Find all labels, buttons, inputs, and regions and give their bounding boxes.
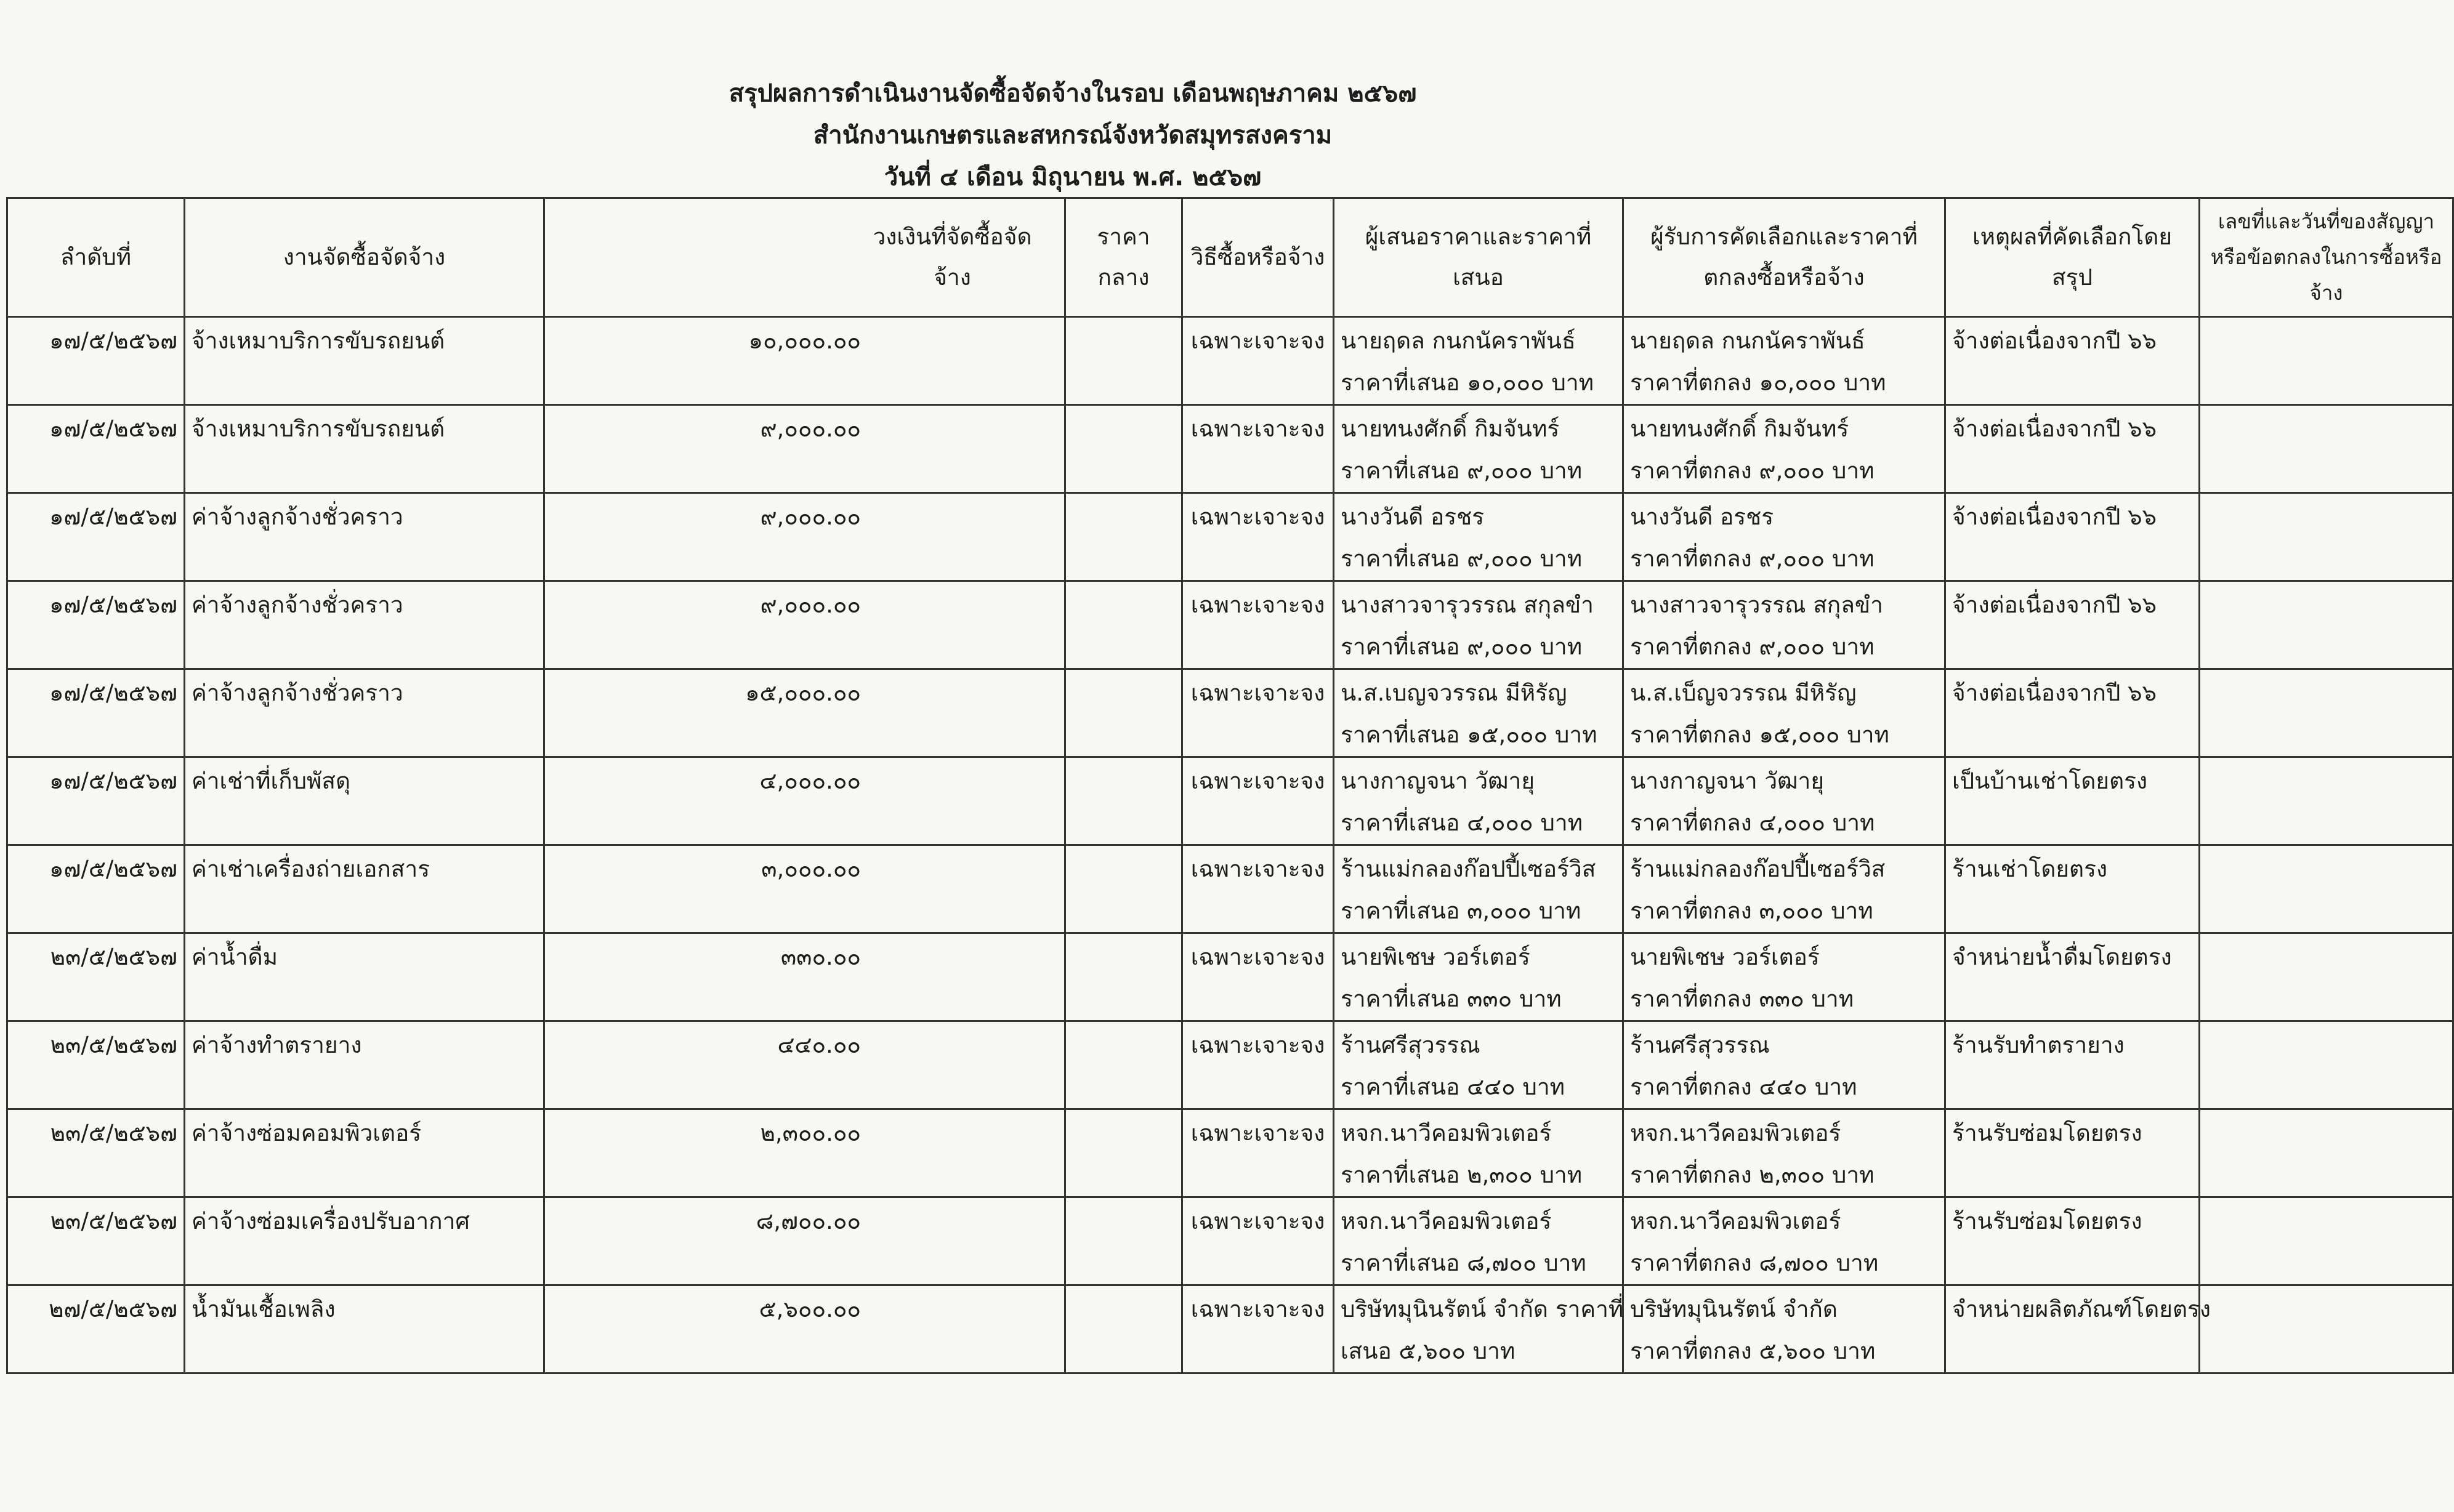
cell-method <box>1182 405 1334 493</box>
cell-median <box>1065 845 1182 933</box>
cell-contract <box>2200 1109 2453 1197</box>
row-winner-price: ราคาที่ตกลง ๕,๖๐๐ บาท <box>1630 1338 1876 1364</box>
row-bidder-name: หจก.นาวีคอมพิวเตอร์ <box>1341 1120 1552 1146</box>
cell-budget <box>544 669 1065 757</box>
row-method: เฉพาะเจาะจง <box>1190 768 1325 794</box>
cell-work <box>185 1197 544 1285</box>
cell-median <box>1065 1285 1182 1373</box>
table-row <box>7 1197 2453 1285</box>
cell-winner <box>1623 1285 1945 1373</box>
row-reason: จ้างต่อเนื่องจากปี ๖๖ <box>1952 680 2157 706</box>
cell-reason <box>1945 669 2200 757</box>
cell-contract <box>2200 493 2453 581</box>
row-winner-price: ราคาที่ตกลง ๙,๐๐๐ บาท <box>1630 457 1875 484</box>
cell-median <box>1065 1197 1182 1285</box>
cell-winner <box>1623 845 1945 933</box>
cell-date <box>7 845 185 933</box>
cell-work <box>185 845 544 933</box>
row-work: จ้างเหมาบริการขับรถยนต์ <box>192 328 445 354</box>
row-date: ๒๓/๕/๒๕๖๗ <box>50 1120 177 1146</box>
row-reason: ร้านรับซ่อมโดยตรง <box>1952 1208 2142 1234</box>
cell-work <box>185 1285 544 1373</box>
row-winner-name: หจก.นาวีคอมพิวเตอร์ <box>1630 1120 1841 1146</box>
row-budget: ๙,๐๐๐.๐๐ <box>760 592 861 618</box>
cell-contract <box>2200 757 2453 845</box>
cell-bidder <box>1334 669 1623 757</box>
row-bidder-price: ราคาที่เสนอ ๓,๐๐๐ บาท <box>1341 898 1581 924</box>
row-method: เฉพาะเจาะจง <box>1190 1296 1325 1322</box>
row-bidder-price: ราคาที่เสนอ ๓๓๐ บาท <box>1341 986 1562 1012</box>
cell-median <box>1065 757 1182 845</box>
row-date: ๑๗/๕/๒๕๖๗ <box>49 856 177 882</box>
cell-date <box>7 1021 185 1109</box>
cell-method <box>1182 669 1334 757</box>
row-method: เฉพาะเจาะจง <box>1190 1120 1325 1146</box>
cell-date <box>7 669 185 757</box>
table-row <box>7 1285 2453 1373</box>
row-bidder-price: ราคาที่เสนอ ๑๕,๐๐๐ บาท <box>1341 722 1597 748</box>
cell-method <box>1182 1109 1334 1197</box>
col-reason: เหตุผลที่คัดเลือกโดยสรุป <box>1945 198 2200 317</box>
cell-winner <box>1623 493 1945 581</box>
table-row <box>7 581 2453 669</box>
row-reason: เป็นบ้านเช่าโดยตรง <box>1952 768 2148 794</box>
row-bidder-price: ราคาที่เสนอ ๙,๐๐๐ บาท <box>1341 545 1583 572</box>
row-work: ค่าเช่าที่เก็บพัสดุ <box>192 768 350 794</box>
table-row <box>7 405 2453 493</box>
table-header <box>7 198 2453 317</box>
row-bidder-name: ร้านแม่กลองก๊อปปี้เซอร์วิส <box>1341 856 1596 882</box>
row-winner-price: ราคาที่ตกลง ๔๔๐ บาท <box>1630 1074 1857 1100</box>
row-reason: จ้างต่อเนื่องจากปี ๖๖ <box>1952 504 2157 530</box>
cell-bidder <box>1334 1021 1623 1109</box>
cell-budget <box>544 317 1065 405</box>
row-budget: ๒,๓๐๐.๐๐ <box>760 1120 861 1146</box>
row-work: ค่าจ้างลูกจ้างชั่วคราว <box>192 504 403 530</box>
row-winner-price: ราคาที่ตกลง ๔,๐๐๐ บาท <box>1630 810 1875 836</box>
row-reason: ร้านรับทำตรายาง <box>1952 1032 2125 1058</box>
cell-bidder <box>1334 1197 1623 1285</box>
row-bidder-name: นายทนงศักดิ์ กิมจันทร์ <box>1341 416 1560 442</box>
row-method: เฉพาะเจาะจง <box>1190 680 1325 706</box>
row-budget: ๔๔๐.๐๐ <box>777 1032 861 1058</box>
row-budget: ๙,๐๐๐.๐๐ <box>760 504 861 530</box>
cell-method <box>1182 1197 1334 1285</box>
row-budget: ๑๐,๐๐๐.๐๐ <box>748 328 861 354</box>
row-winner-name: หจก.นาวีคอมพิวเตอร์ <box>1630 1208 1841 1234</box>
row-winner-name: นายทนงศักดิ์ กิมจันทร์ <box>1630 416 1849 442</box>
cell-contract <box>2200 1197 2453 1285</box>
cell-bidder <box>1334 845 1623 933</box>
row-method: เฉพาะเจาะจง <box>1190 1032 1325 1058</box>
report-date: วันที่ ๔ เดือน มิถุนายน พ.ศ. ๒๕๖๗ <box>884 163 1262 191</box>
cell-work <box>185 317 544 405</box>
row-work: ค่าจ้างซ่อมเครื่องปรับอากาศ <box>192 1208 470 1234</box>
cell-winner <box>1623 317 1945 405</box>
cell-bidder <box>1334 1285 1623 1373</box>
cell-date <box>7 317 185 405</box>
cell-work <box>185 581 544 669</box>
office-name: สำนักงานเกษตรและสหกรณ์จังหวัดสมุทรสงคราม <box>813 121 1333 150</box>
cell-winner <box>1623 1109 1945 1197</box>
cell-reason <box>1945 1285 2211 1373</box>
row-bidder-name: บริษัทมุนินรัตน์ จำกัด ราคาที่ <box>1341 1296 1624 1322</box>
cell-method <box>1182 317 1334 405</box>
row-budget: ๑๕,๐๐๐.๐๐ <box>745 680 861 706</box>
row-bidder-price: ราคาที่เสนอ ๒,๓๐๐ บาท <box>1341 1162 1583 1188</box>
cell-date <box>7 1197 185 1285</box>
row-work: ค่าจ้างทำตรายาง <box>192 1032 362 1058</box>
cell-median <box>1065 669 1182 757</box>
cell-method <box>1182 581 1334 669</box>
cell-bidder <box>1334 933 1623 1021</box>
cell-contract <box>2200 581 2453 669</box>
cell-work <box>185 405 544 493</box>
cell-work <box>185 933 544 1021</box>
row-method: เฉพาะเจาะจง <box>1190 856 1325 882</box>
table-row <box>7 493 2453 581</box>
table-body <box>7 317 2453 1373</box>
cell-bidder <box>1334 757 1623 845</box>
cell-contract <box>2200 317 2453 405</box>
cell-reason <box>1945 1109 2200 1197</box>
cell-reason <box>1945 1197 2200 1285</box>
cell-date <box>7 933 185 1021</box>
document-header <box>0 73 2145 198</box>
row-bidder-name: นางสาวจารุวรรณ สกุลขำ <box>1341 592 1594 618</box>
row-winner-price: ราคาที่ตกลง ๓,๐๐๐ บาท <box>1630 898 1873 924</box>
row-work: ค่าจ้างลูกจ้างชั่วคราว <box>192 680 403 706</box>
cell-date <box>7 757 185 845</box>
row-bidder-price: ราคาที่เสนอ ๙,๐๐๐ บาท <box>1341 633 1583 660</box>
row-method: เฉพาะเจาะจง <box>1190 328 1325 354</box>
row-work: ค่าเช่าเครื่องถ่ายเอกสาร <box>192 856 430 882</box>
cell-method <box>1182 933 1334 1021</box>
row-winner-name: บริษัทมุนินรัตน์ จำกัด <box>1630 1296 1838 1322</box>
row-work: ค่าจ้างซ่อมคอมพิวเตอร์ <box>192 1120 422 1146</box>
cell-work <box>185 1109 544 1197</box>
row-bidder-name: หจก.นาวีคอมพิวเตอร์ <box>1341 1208 1552 1234</box>
table-row <box>7 1021 2453 1109</box>
row-winner-name: นางสาวจารุวรรณ สกุลขำ <box>1630 592 1883 618</box>
cell-budget <box>544 405 1065 493</box>
row-reason: จ้างต่อเนื่องจากปี ๖๖ <box>1952 416 2157 442</box>
cell-contract <box>2200 1285 2453 1373</box>
cell-median <box>1065 317 1182 405</box>
row-winner-price: ราคาที่ตกลง ๘,๗๐๐ บาท <box>1630 1250 1879 1276</box>
cell-winner <box>1623 581 1945 669</box>
row-winner-name: นายพิเชษ วอร์เตอร์ <box>1630 944 1820 970</box>
cell-bidder <box>1334 493 1623 581</box>
col-median: ราคากลาง <box>1065 198 1182 317</box>
table-row <box>7 317 2453 405</box>
cell-date <box>7 581 185 669</box>
cell-median <box>1065 405 1182 493</box>
row-bidder-name: ร้านศรีสุวรรณ <box>1341 1032 1480 1058</box>
cell-reason <box>1945 757 2200 845</box>
row-bidder-price: ราคาที่เสนอ ๑๐,๐๐๐ บาท <box>1341 369 1594 396</box>
row-reason: จำหน่ายน้ำดื่มโดยตรง <box>1952 944 2172 970</box>
cell-reason <box>1945 581 2200 669</box>
cell-median <box>1065 933 1182 1021</box>
row-date: ๑๗/๕/๒๕๖๗ <box>49 680 177 706</box>
col-contract: เลขที่และวันที่ของสัญญาหรือข้อตกลงในการซื้อหรือจ้าง <box>2200 198 2453 317</box>
cell-budget <box>544 493 1065 581</box>
cell-budget <box>544 933 1065 1021</box>
row-work: จ้างเหมาบริการขับรถยนต์ <box>192 416 445 442</box>
row-budget: ๙,๐๐๐.๐๐ <box>760 416 861 442</box>
cell-reason <box>1945 933 2200 1021</box>
row-date: ๑๗/๕/๒๕๖๗ <box>49 768 177 794</box>
cell-budget <box>544 1109 1065 1197</box>
cell-bidder <box>1334 317 1623 405</box>
row-bidder-price: ราคาที่เสนอ ๙,๐๐๐ บาท <box>1341 457 1583 484</box>
row-reason: จ้างต่อเนื่องจากปี ๖๖ <box>1952 592 2157 618</box>
table-row <box>7 1109 2453 1197</box>
row-budget: ๔,๐๐๐.๐๐ <box>759 768 861 794</box>
cell-winner <box>1623 405 1945 493</box>
row-bidder-name: น.ส.เบญจวรรณ มีหิรัญ <box>1341 680 1567 706</box>
col-method: วิธีซื้อหรือจ้าง <box>1182 198 1334 317</box>
col-winner: ผู้รับการคัดเลือกและราคาที่ตกลงซื้อหรือจ้าง <box>1623 198 1945 317</box>
cell-method <box>1182 845 1334 933</box>
cell-winner <box>1623 1197 1945 1285</box>
cell-bidder <box>1334 405 1623 493</box>
cell-work <box>185 493 544 581</box>
row-winner-price: ราคาที่ตกลง ๓๓๐ บาท <box>1630 986 1854 1012</box>
cell-date <box>7 1285 185 1373</box>
cell-date <box>7 405 185 493</box>
cell-budget <box>544 1197 1065 1285</box>
row-date: ๒๗/๕/๒๕๖๗ <box>49 1296 177 1322</box>
row-date: ๒๓/๕/๒๕๖๗ <box>50 1208 177 1234</box>
row-winner-price: ราคาที่ตกลง ๙,๐๐๐ บาท <box>1630 633 1875 660</box>
cell-reason <box>1945 845 2200 933</box>
row-date: ๒๓/๕/๒๕๖๗ <box>50 944 177 970</box>
cell-contract <box>2200 933 2453 1021</box>
cell-work <box>185 1021 544 1109</box>
row-bidder-price: เสนอ ๕,๖๐๐ บาท <box>1341 1338 1516 1364</box>
row-budget: ๘,๗๐๐.๐๐ <box>756 1208 861 1234</box>
cell-method <box>1182 493 1334 581</box>
cell-winner <box>1623 933 1945 1021</box>
cell-budget <box>544 1021 1065 1109</box>
row-date: ๑๗/๕/๒๕๖๗ <box>49 328 177 354</box>
table-row <box>7 757 2453 845</box>
row-reason: จำหน่ายผลิตภัณฑ์โดยตรง <box>1952 1296 2211 1322</box>
row-method: เฉพาะเจาะจง <box>1190 944 1325 970</box>
report-title: สรุปผลการดำเนินงานจัดซื้อจัดจ้างในรอบ เดือนพฤษภาคม ๒๕๖๗ <box>729 79 1417 108</box>
row-reason: ร้านเช่าโดยตรง <box>1952 856 2108 882</box>
cell-date <box>7 1109 185 1197</box>
row-date: ๑๗/๕/๒๕๖๗ <box>49 504 177 530</box>
row-winner-name: นางกาญจนา วัฒายุ <box>1630 768 1825 794</box>
cell-winner <box>1623 1021 1945 1109</box>
row-bidder-name: นายพิเชษ วอร์เตอร์ <box>1341 944 1530 970</box>
cell-method <box>1182 1021 1334 1109</box>
row-winner-price: ราคาที่ตกลง ๙,๐๐๐ บาท <box>1630 545 1875 572</box>
cell-bidder <box>1334 581 1623 669</box>
row-work: น้ำมันเชื้อเพลิง <box>192 1296 336 1322</box>
row-budget: ๕,๖๐๐.๐๐ <box>759 1296 861 1322</box>
cell-winner <box>1623 757 1945 845</box>
row-date: ๑๗/๕/๒๕๖๗ <box>49 416 177 442</box>
cell-budget <box>544 845 1065 933</box>
cell-budget <box>544 757 1065 845</box>
row-work: ค่าจ้างลูกจ้างชั่วคราว <box>192 592 403 618</box>
row-method: เฉพาะเจาะจง <box>1190 416 1325 442</box>
cell-contract <box>2200 845 2453 933</box>
row-winner-name: นางวันดี อรชร <box>1630 504 1774 530</box>
table-row <box>7 933 2453 1021</box>
table-row <box>7 669 2453 757</box>
cell-median <box>1065 581 1182 669</box>
row-work: ค่าน้ำดื่ม <box>192 944 278 970</box>
row-winner-price: ราคาที่ตกลง ๑๐,๐๐๐ บาท <box>1630 369 1886 396</box>
col-bidder: ผู้เสนอราคาและราคาที่เสนอ <box>1334 198 1623 317</box>
row-reason: จ้างต่อเนื่องจากปี ๖๖ <box>1952 328 2157 354</box>
cell-method <box>1182 1285 1334 1373</box>
col-no: ลำดับที่ <box>7 198 185 317</box>
row-reason: ร้านรับซ่อมโดยตรง <box>1952 1120 2142 1146</box>
cell-contract <box>2200 405 2453 493</box>
cell-work <box>185 757 544 845</box>
row-bidder-name: นายฤดล กนกนัคราพันธ์ <box>1341 328 1576 354</box>
cell-contract <box>2200 1021 2453 1109</box>
cell-work <box>185 669 544 757</box>
procurement-table <box>6 197 2454 1374</box>
row-method: เฉพาะเจาะจง <box>1190 1208 1325 1234</box>
row-winner-name: นายฤดล กนกนัคราพันธ์ <box>1630 328 1865 354</box>
table-row <box>7 845 2453 933</box>
cell-bidder <box>1334 1109 1623 1197</box>
row-bidder-name: นางกาญจนา วัฒายุ <box>1341 768 1535 794</box>
cell-reason <box>1945 317 2200 405</box>
cell-reason <box>1945 405 2200 493</box>
row-winner-name: ร้านศรีสุวรรณ <box>1630 1032 1770 1058</box>
col-work: งานจัดซื้อจัดจ้าง <box>185 198 544 317</box>
row-winner-price: ราคาที่ตกลง ๒,๓๐๐ บาท <box>1630 1162 1875 1188</box>
cell-winner <box>1623 669 1945 757</box>
row-bidder-name: นางวันดี อรชร <box>1341 504 1485 530</box>
row-method: เฉพาะเจาะจง <box>1190 504 1325 530</box>
row-winner-name: ร้านแม่กลองก๊อปปี้เซอร์วิส <box>1630 856 1886 882</box>
cell-reason <box>1945 1021 2200 1109</box>
cell-method <box>1182 757 1334 845</box>
row-winner-price: ราคาที่ตกลง ๑๕,๐๐๐ บาท <box>1630 722 1889 748</box>
cell-budget <box>544 581 1065 669</box>
cell-date <box>7 493 185 581</box>
cell-reason <box>1945 493 2200 581</box>
row-date: ๑๗/๕/๒๕๖๗ <box>49 592 177 618</box>
row-winner-name: น.ส.เบ็ญจวรรณ มีหิรัญ <box>1630 680 1857 706</box>
cell-budget <box>544 1285 1065 1373</box>
row-bidder-price: ราคาที่เสนอ ๔,๐๐๐ บาท <box>1341 810 1583 836</box>
cell-median <box>1065 1109 1182 1197</box>
cell-contract <box>2200 669 2453 757</box>
row-budget: ๓,๐๐๐.๐๐ <box>761 856 861 882</box>
row-method: เฉพาะเจาะจง <box>1190 592 1325 618</box>
row-bidder-price: ราคาที่เสนอ ๘,๗๐๐ บาท <box>1341 1250 1586 1276</box>
row-bidder-price: ราคาที่เสนอ ๔๔๐ บาท <box>1341 1074 1565 1100</box>
cell-median <box>1065 493 1182 581</box>
row-budget: ๓๓๐.๐๐ <box>780 944 861 970</box>
row-date: ๒๓/๕/๒๕๖๗ <box>50 1032 177 1058</box>
cell-median <box>1065 1021 1182 1109</box>
col-budget: วงเงินที่จัดซื้อจัดจ้าง <box>544 198 1065 317</box>
